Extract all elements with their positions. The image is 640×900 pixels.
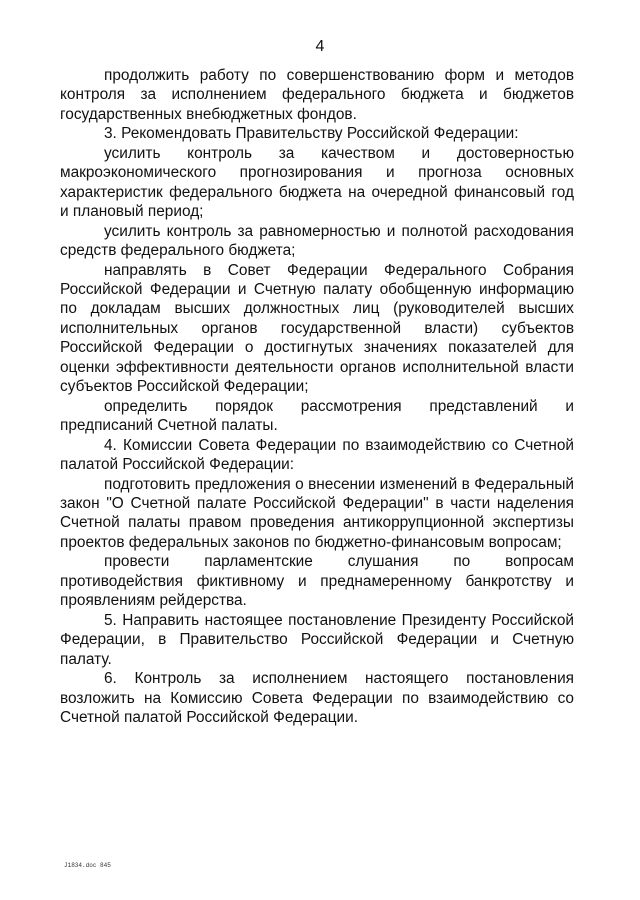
footer-document-code: J1834.doc 845: [64, 862, 111, 869]
paragraph-5: направлять в Совет Федерации Федерального Собрания Российской Федерации и Счетную палату обобщенную информацию по докладам высших должностных лиц (руководителей высших исполнительных органов государственной власти) субъектов Российской Федерации о достигнутых значениях показателей для оценки эффективности деятельности органов исполнительной власти субъектов Российской Федерации;: [60, 261, 574, 396]
paragraph-11: 6. Контроль за исполнением настоящего постановления возложить на Комиссию Совета Федерации по взаимодействию со Счетной палатой Российской Федерации.: [60, 670, 574, 726]
paragraph-7: 4. Комиссии Совета Федерации по взаимодействию со Счетной палатой Российской Федерации:: [60, 436, 574, 474]
document-body: [60, 66, 574, 727]
page-number: 4: [315, 38, 325, 55]
paragraph-3: усилить контроль за качеством и достоверностью макроэкономического прогнозирования и прогноза основных характеристик федерального бюджета на очередной финансовый год и плановый период;: [60, 144, 574, 221]
paragraph-8: подготовить предложения о внесении изменений в Федеральный закон "О Счетной палате Российской Федерации" в части наделения Счетной палаты правом проведения антикоррупционной экспертизы проектов федеральных законов по бюджетно-финансовым вопросам;: [60, 475, 574, 551]
paragraph-4: усилить контроль за равномерностью и полнотой расходования средств федерального бюджета;: [60, 222, 574, 260]
paragraph-6: определить порядок рассмотрения представлений и предписаний Счетной палаты.: [60, 397, 574, 435]
paragraph-1: продолжить работу по совершенствованию форм и методов контроля за исполнением федерального бюджета и бюджетов государственных внебюджетных фондов.: [60, 67, 574, 123]
paragraph-9: провести парламентские слушания по вопросам противодействия фиктивному и преднамеренному банкротству и проявлениям рейдерства.: [60, 553, 574, 610]
paragraph-2: 3. Рекомендовать Правительству Российской Федерации:: [104, 125, 519, 143]
paragraph-10: 5. Направить настоящее постановление Президенту Российской Федерации, в Правительство Российской Федерации и Счетную палату.: [60, 611, 574, 668]
